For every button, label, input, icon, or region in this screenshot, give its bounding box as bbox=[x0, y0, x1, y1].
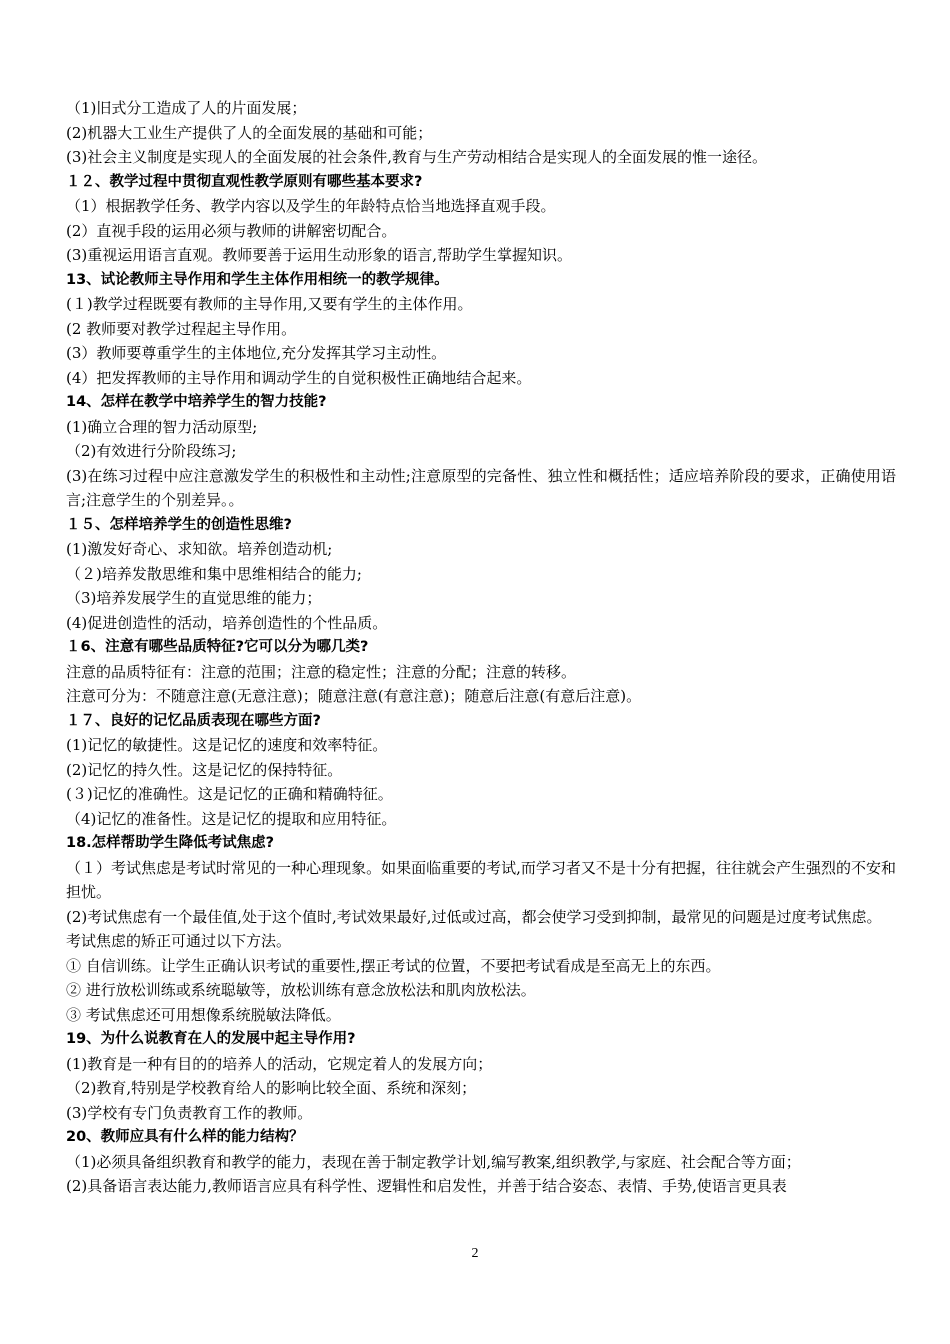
text-line: （1)旧式分工造成了人的片面发展； bbox=[66, 99, 307, 117]
text-line: （２)培养发散思维和集中思维相结合的能力; bbox=[66, 564, 362, 583]
section-heading: 19、为什么说教育在人的发展中起主导作用? bbox=[66, 1031, 356, 1047]
text-line: (3）教师要尊重学生的主体地位,充分发挥其学习主动性。 bbox=[66, 344, 447, 362]
text-line: (2)记忆的持久性。这是记忆的保持特征。 bbox=[66, 760, 343, 779]
text-line: （１）考试焦虑是考试时常见的一种心理现象。如果面临重要的考试,而学习者又不是十分有把握，往往就会产生强烈的不安和担忧。 bbox=[66, 858, 896, 901]
document-body bbox=[66, 96, 896, 1199]
text-line: (1)激发好奇心、求知欲。培养创造动机; bbox=[66, 540, 333, 558]
text-line: (1)记忆的敏捷性。这是记忆的速度和效率特征。 bbox=[66, 736, 388, 754]
section-heading: １6、注意有哪些品质特征?它可以分为哪几类? bbox=[66, 639, 369, 655]
text-line: (2 教师要对教学过程起主导作用。 bbox=[66, 319, 297, 338]
text-line: (2)考试焦虑有一个最佳值,处于这个值时,考试效果最好,过低或过高，都会使学习受到抑制，最常见的问题是过度考试焦虑。 bbox=[66, 907, 882, 926]
text-line: (4）把发挥教师的主导作用和调动学生的自觉积极性正确地结合起来。 bbox=[66, 368, 532, 387]
text-line: 注意的品质特征有：注意的范围；注意的稳定性；注意的分配；注意的转移。 bbox=[66, 662, 577, 681]
text-line: ③ 考试焦虑还可用想像系统脱敏法降低。 bbox=[66, 1005, 341, 1024]
section-heading: １５、怎样培养学生的创造性思维? bbox=[66, 516, 292, 533]
text-line: (３)记忆的准确性。这是记忆的正确和精确特征。 bbox=[66, 785, 393, 803]
text-line: 注意可分为：不随意注意(无意注意)；随意注意(有意注意)；随意后注意(有意后注意)。 bbox=[66, 687, 642, 705]
section-heading: 13、试论教师主导作用和学生主体作用相统一的教学规律。 bbox=[66, 271, 449, 288]
text-line: （4)记忆的准备性。这是记忆的提取和应用特征。 bbox=[66, 809, 397, 828]
text-line: ② 进行放松训练或系统聪敏等，放松训练有意念放松法和肌肉放松法。 bbox=[66, 981, 536, 999]
text-line: （3)培养发展学生的直觉思维的能力； bbox=[66, 589, 322, 607]
text-line: (2)具备语言表达能力,教师语言应具有科学性、逻辑性和启发性，并善于结合姿态、表情、手势,使语言更具表 bbox=[66, 1177, 787, 1195]
text-line: (3)社会主义制度是实现人的全面发展的社会条件,教育与生产劳动相结合是实现人的全面发展的惟一途径。 bbox=[66, 148, 768, 166]
section-heading: １７、良好的记忆品质表现在哪些方面? bbox=[66, 712, 321, 729]
text-line: (4)促进创造性的活动，培养创造性的个性品质。 bbox=[66, 613, 388, 632]
section-heading: 14、怎样在教学中培养学生的智力技能? bbox=[66, 394, 327, 410]
text-line: ① 自信训练。让学生正确认识考试的重要性,摆正考试的位置，不要把考试看成是至高无上的东西。 bbox=[66, 956, 721, 975]
text-line: （1）根据教学任务、教学内容以及学生的年龄特点恰当地选择直观手段。 bbox=[66, 197, 556, 215]
text-line: 考试焦虑的矫正可通过以下方法。 bbox=[66, 932, 292, 950]
text-line: （2)有效进行分阶段练习; bbox=[66, 442, 237, 460]
text-line: (2)机器大工业生产提供了人的全面发展的基础和可能； bbox=[66, 123, 433, 142]
text-line: (１)教学过程既要有教师的主导作用,又要有学生的主体作用。 bbox=[66, 295, 473, 313]
page-number: 2 bbox=[471, 1246, 479, 1261]
section-heading: 18.怎样帮助学生降低考试焦虑? bbox=[66, 835, 275, 851]
text-line: (3)在练习过程中应注意激发学生的积极性和主动性;注意原型的完备性、独立性和概括性；适应培养阶段的要求，正确使用语言;注意学生的个别差异。。 bbox=[66, 466, 896, 509]
text-line: (3)学校有专门负责教育工作的教师。 bbox=[66, 1103, 313, 1122]
text-line: （1)必须具备组织教育和教学的能力，表现在善于制定教学计划,编写教案,组织教学,与家庭、社会配合等方面； bbox=[66, 1152, 801, 1171]
section-heading: １２、教学过程中贯彻直观性教学原则有哪些基本要求? bbox=[66, 173, 423, 190]
text-line: (2）直视手段的运用必须与教师的讲解密切配合。 bbox=[66, 221, 397, 240]
section-heading: 20、教师应具有什么样的能力结构？ bbox=[66, 1129, 304, 1145]
text-line: (1)教育是一种有目的的培养人的活动，它规定着人的发展方向； bbox=[66, 1054, 493, 1073]
text-line: (1)确立合理的智力活动原型; bbox=[66, 417, 258, 436]
text-line: (3)重视运用语言直观。教师要善于运用生动形象的语言,帮助学生掌握知识。 bbox=[66, 246, 573, 264]
text-line: （2)教育,特别是学校教育给人的影响比较全面、系统和深刻； bbox=[66, 1079, 477, 1097]
